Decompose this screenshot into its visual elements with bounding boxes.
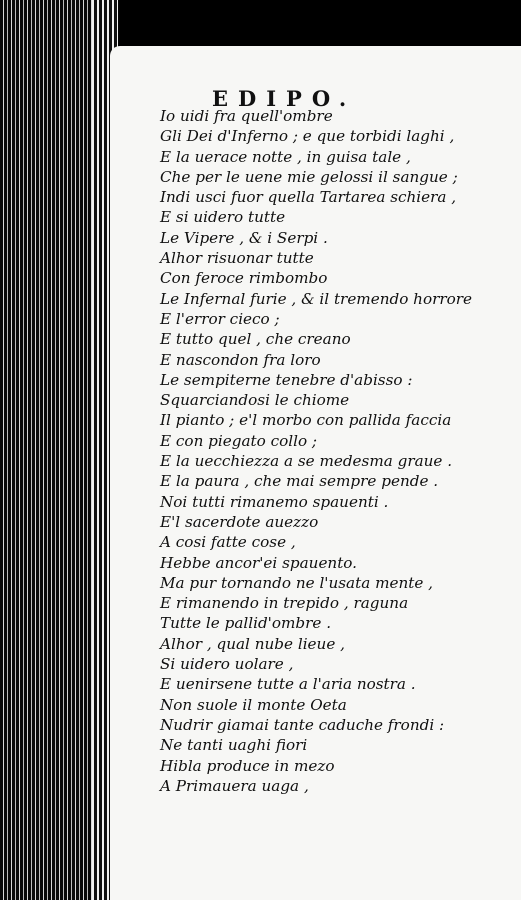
verse-line: Nudrir giamai tante caduche frondi : (160, 715, 445, 734)
verse-line: Hibla produce in mezo (160, 756, 335, 775)
verse-line: E nascondon fra loro (160, 350, 321, 369)
verse-line: Squarciandosi le chiome (160, 391, 350, 410)
verse-line: Il pianto ; e'l morbo con pallida faccia (160, 411, 452, 430)
verse-line: A cosi fatte cose , (160, 533, 296, 552)
verse-line: Ne tanti uaghi fiori (160, 736, 308, 755)
verse-line: E con piegato collo ; (160, 431, 318, 450)
verse-line: Con feroce rimbombo (160, 269, 328, 288)
verse-line: E si uidero tutte (160, 208, 286, 227)
verse-line: E'l sacerdote auezzo (160, 512, 319, 531)
verse-line: E la uerace notte , in guisa tale , (160, 147, 411, 166)
verse-line: Io uidi fra quell'ombre (160, 107, 333, 125)
verse-line: Indi usci fuor quella Tartarea schiera , (160, 188, 457, 207)
verse-line: Tutte le pallid'ombre . (160, 614, 332, 633)
verse-line: E la uecchiezza a se medesma graue . (160, 452, 453, 471)
verse-line: E l'error cieco ; (160, 309, 280, 328)
page-edges (0, 0, 118, 900)
verse-line: A Primauera uaga , (160, 776, 309, 795)
verse-line: Gli Dei d'Inferno ; e que torbidi laghi , (160, 127, 455, 146)
verse-line: Ma pur tornando ne l'usata mente , (160, 573, 434, 592)
verse-text (160, 106, 472, 796)
verse-line: Non suole il monte Oeta (160, 695, 347, 714)
verse-line: E la paura , che mai sempre pende . (160, 472, 439, 491)
verse-line: Le sempiterne tenebre d'abisso : (160, 370, 413, 389)
verse-line: Si uidero uolare , (160, 655, 294, 674)
verse-line: Le Vipere , & i Serpi . (160, 228, 328, 247)
verse-line: Noi tutti rimanemo spauenti . (160, 492, 389, 511)
running-head: EDIPO. (212, 86, 357, 111)
verse-line: Hebbe ancor'ei spauento. (160, 553, 358, 572)
verse-line: Le Infernal furie , & il tremendo horrore (160, 289, 473, 308)
verse-line: Che per le uene mie gelossi il sangue ; (160, 167, 458, 186)
verse-line: E tutto quel , che creano (160, 330, 351, 349)
verse-line: Alhor risuonar tutte (160, 249, 314, 268)
verse-line: E rimanendo in trepido , raguna (160, 594, 409, 613)
verse-line: E uenirsene tutte a l'aria nostra . (160, 675, 416, 694)
verse-line: Alhor , qual nube lieue , (160, 634, 345, 653)
